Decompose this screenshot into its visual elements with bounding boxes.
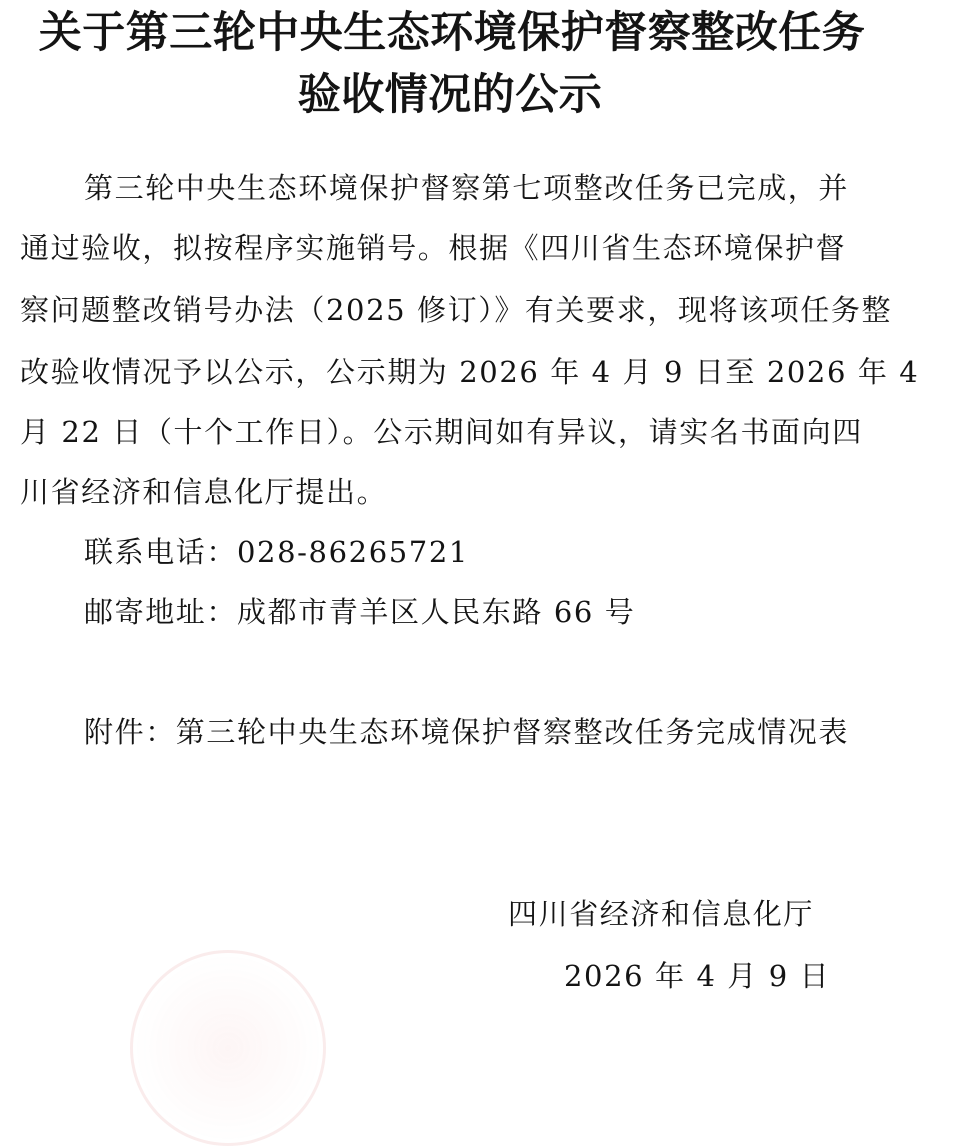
official-seal-stamp (130, 950, 326, 1146)
title-line-2: 验收情况的公示 (297, 70, 603, 120)
title-line-1: 关于第三轮中央生态环境保护督察整改任务 (38, 8, 866, 58)
signature-date: 2026 年 4 月 9 日 (564, 959, 831, 993)
contact-phone: 联系电话：028-86265721 (84, 535, 469, 569)
mailing-address: 邮寄地址：成都市青羊区人民东路 66 号 (84, 595, 636, 629)
body-paragraph-line: 察问题整改销号办法（2025 修订）》有关要求，现将该项任务整 (20, 293, 893, 327)
body-paragraph-line: 通过验收，拟按程序实施销号。根据《四川省生态环境保护督 (20, 231, 847, 265)
body-paragraph-line: 改验收情况予以公示，公示期为 2026 年 4 月 9 日至 2026 年 4 (20, 355, 920, 389)
attachment-line: 附件：第三轮中央生态环境保护督察整改任务完成情况表 (84, 715, 850, 749)
signature-org: 四川省经济和信息化厅 (508, 897, 815, 931)
body-paragraph-line: 第三轮中央生态环境保护督察第七项整改任务已完成，并 (84, 171, 850, 205)
body-paragraph-line: 月 22 日（十个工作日）。公示期间如有异议，请实名书面向四 (20, 415, 863, 449)
body-paragraph-line: 川省经济和信息化厅提出。 (20, 475, 388, 509)
